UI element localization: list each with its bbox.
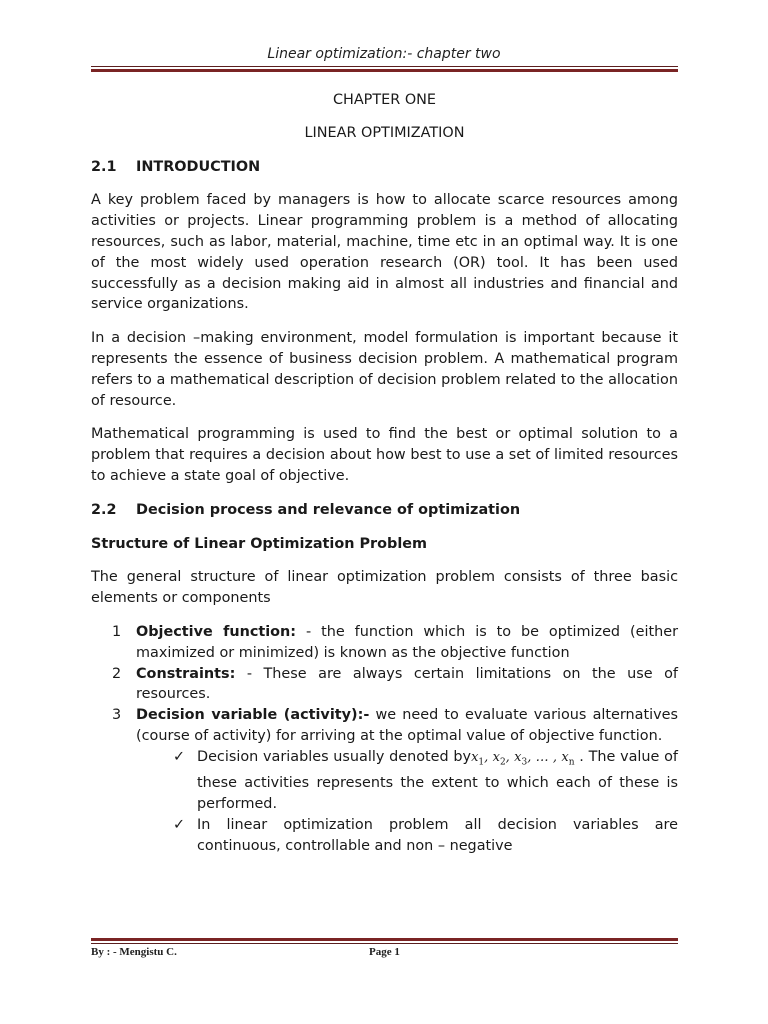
structure-heading: Structure of Linear Optimization Problem: [91, 535, 428, 552]
footer-page-number: Page 1: [369, 946, 400, 958]
list-item-text: [136, 664, 678, 706]
checkmark-icon: ✓: [173, 816, 186, 833]
check-text-after: . The value of these activities represents the extent to which each of these is performed.: [197, 748, 678, 812]
chapter-label: CHAPTER ONE: [332, 92, 437, 108]
list-item: [91, 622, 678, 664]
list-item-description: - These are always certain limitations on the use of resources.: [136, 665, 678, 703]
list-item-text: [136, 622, 678, 664]
section-title: Decision process and relevance of optimization: [136, 501, 521, 518]
checkmark-icon: ✓: [173, 748, 186, 765]
section-title: INTRODUCTION: [136, 158, 261, 175]
list-item-term: Objective function:: [136, 623, 297, 640]
structure-intro: The general structure of linear optimization problem consists of three basic elements or components: [91, 569, 678, 607]
chapter-title: LINEAR OPTIMIZATION: [304, 124, 465, 141]
check-item-text: [197, 747, 678, 815]
header-rule-thick: [91, 69, 678, 72]
check-item: [173, 747, 678, 815]
page-content: [91, 90, 678, 856]
list-number: 1: [112, 623, 122, 640]
section-number: 2.2: [91, 501, 117, 518]
section-heading-2-2: [91, 500, 678, 521]
header-title: Linear optimization:- chapter two: [267, 46, 501, 62]
check-text-before: Decision variables usually denoted by: [197, 748, 472, 765]
list-item: [91, 664, 678, 706]
list-item-description: we need to evaluate various alternatives (course of activity) for arriving at the optimal value of objective function.: [136, 707, 678, 744]
footer-author: By : - Mengistu C.: [91, 946, 177, 958]
section-number: 2.1: [91, 158, 117, 175]
intro-paragraph-2: In a decision –making environment, model formulation is important because it represents the essence of business decision problem. A mathematical program refers to a mathematical description of decision problem related to the allocation of resource.: [91, 330, 678, 409]
footer-rule-thick: [91, 938, 678, 941]
check-item-text: In linear optimization problem all decision variables are continuous, controllable and non – negative: [197, 816, 678, 854]
footer-rule-thin: [91, 943, 678, 944]
list-item-description: - the function which is to be optimized (either maximized or minimized) is known as the objective function: [136, 623, 678, 661]
math-variables: $x_1$, $x_2$, $x_3$, … , $x_n$: [471, 749, 575, 768]
section-heading-2-1: [91, 157, 678, 178]
list-item-term: Constraints:: [136, 665, 236, 682]
components-list: [91, 622, 678, 747]
intro-paragraph-3: Mathematical programming is used to find the best or optimal solution to a problem that requires a decision about how best to use a set of limited resources to achieve a state goal of objective.: [91, 426, 678, 484]
check-item: [173, 815, 678, 857]
list-number: 2: [112, 665, 122, 682]
list-item-text: [136, 705, 678, 747]
list-number: 3: [112, 707, 122, 724]
decision-variable-notes: [91, 747, 678, 857]
header-rule-thin: [91, 66, 678, 67]
list-item: [91, 705, 678, 747]
list-item-term: Decision variable (activity):-: [136, 707, 370, 724]
intro-paragraph-1: A key problem faced by managers is how to allocate scarce resources among activities or projects. Linear programming problem is a method of allocating resources, such as labor, material, machine, time etc in an optimal way. It is one of the most widely used operation research (OR) tool. It has been used successfully as a decision making aid in almost all industries and financial and service organizations.: [91, 192, 678, 313]
